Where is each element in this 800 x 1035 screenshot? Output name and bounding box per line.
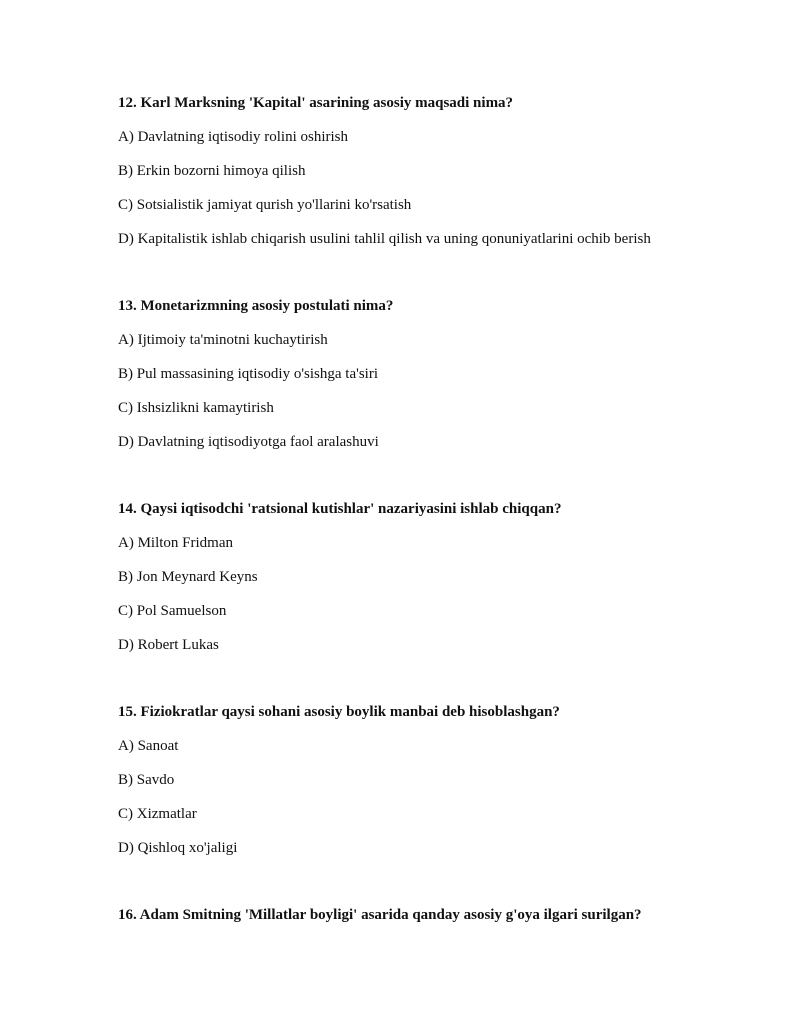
answer-option-c: C) Pol Samuelson — [118, 603, 227, 619]
answer-option-c: C) Ishsizlikni kamaytirish — [118, 400, 274, 416]
answer-option-d: D) Qishloq xo'jaligi — [118, 840, 238, 856]
answer-option-c: C) Xizmatlar — [118, 806, 197, 822]
answer-option-d: D) Robert Lukas — [118, 637, 219, 653]
answer-option-b: B) Jon Meynard Keyns — [118, 569, 258, 585]
answer-option-d: D) Kapitalistik ishlab chiqarish usulini tahlil qilish va uning qonuniyatlarini ochib berish — [118, 231, 651, 247]
question-16 — [118, 906, 758, 924]
answer-option-a: A) Ijtimoiy ta'minotni kuchaytirish — [118, 332, 328, 348]
question-12 — [118, 94, 758, 248]
answer-option-a: A) Sanoat — [118, 738, 179, 754]
answer-option-b: B) Savdo — [118, 772, 175, 788]
question-title: 13. Monetarizmning asosiy postulati nima? — [118, 298, 394, 314]
answer-option-b: B) Pul massasining iqtisodiy o'sishga ta'siri — [118, 366, 378, 382]
question-14 — [118, 500, 758, 654]
question-13 — [118, 297, 758, 451]
answer-option-a: A) Davlatning iqtisodiy rolini oshirish — [118, 129, 348, 145]
answer-option-b: B) Erkin bozorni himoya qilish — [118, 163, 306, 179]
answer-option-d: D) Davlatning iqtisodiyotga faol aralashuvi — [118, 434, 379, 450]
question-title: 12. Karl Marksning 'Kapital' asarining asosiy maqsadi nima? — [118, 95, 514, 111]
answer-option-c: C) Sotsialistik jamiyat qurish yo'llarini ko'rsatish — [118, 197, 412, 213]
question-title: 16. Adam Smitning 'Millatlar boyligi' asarida qanday asosiy g'oya ilgari surilgan? — [118, 907, 642, 923]
question-title: 15. Fiziokratlar qaysi sohani asosiy boylik manbai deb hisoblashgan? — [118, 704, 560, 720]
answer-option-a: A) Milton Fridman — [118, 535, 233, 551]
question-title: 14. Qaysi iqtisodchi 'ratsional kutishlar' nazariyasini ishlab chiqqan? — [118, 501, 562, 517]
question-15 — [118, 703, 758, 857]
